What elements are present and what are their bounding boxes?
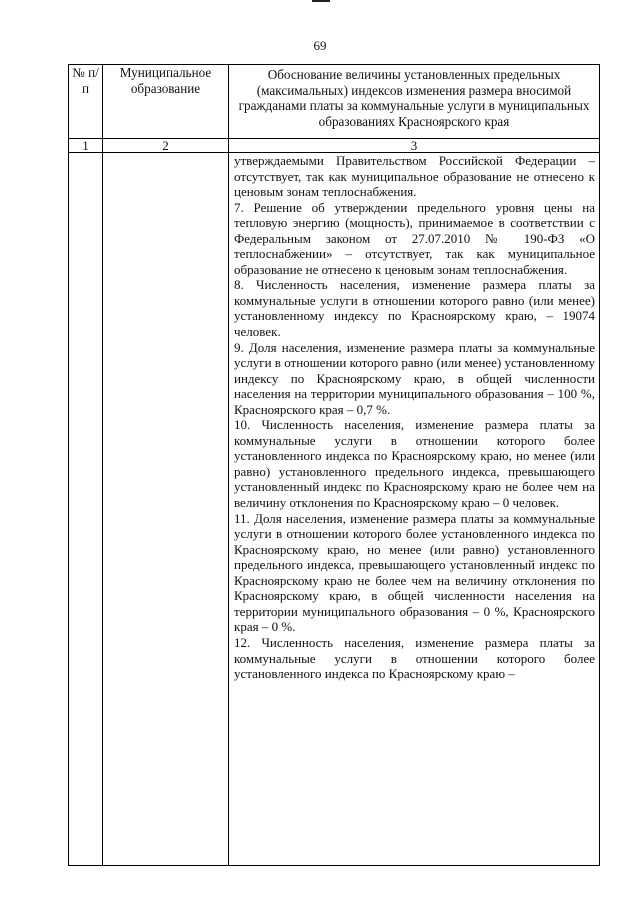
cell-number <box>69 153 103 866</box>
paragraph: 12. Численность населения, изменение размера платы за коммунальные услуги в отношении которого более установленного индекса по Красноярскому краю – <box>234 634 595 682</box>
page-number: 69 <box>313 38 327 53</box>
header-municipality: Муниципальное образование <box>103 65 229 139</box>
paragraph: 9. Доля населения, изменение размера платы за коммунальные услуги в отношении которого равно (или менее) установленному индексу по Красноярскому краю, в общей численности населения на территории муниципального образования – 100 %, Красноярского края – 0,7 %. <box>234 339 595 417</box>
column-number: 3 <box>229 139 600 153</box>
header-justification: Обоснование величины установленных предельных (максимальных) индексов изменения размера вносимой гражданами платы за коммунальные услуги в муниципальных образованиях Красноярского края <box>229 65 600 139</box>
top-edge-mark <box>312 0 330 2</box>
paragraph: 11. Доля населения, изменение размера платы за коммунальные услуги в отношении которого более установленного индекса по Красноярскому краю, но менее (или равно) установленного предельного индекса, превышающего установленный индекс по Красноярскому краю не более чем на величину отклонения по Красноярскому краю, в общей численности населения на территории муниципального образования – 0 %, Красноярского края – 0 %. <box>234 510 595 635</box>
paragraph: утверждаемыми Правительством Российской Федерации – отсутствует, так как муниципальное образование не отнесено к ценовым зонам теплоснабжения. <box>234 153 595 200</box>
cell-municipality <box>103 153 229 866</box>
justification-table <box>68 64 600 866</box>
column-number: 1 <box>69 139 103 153</box>
paragraph: 8. Численность населения, изменение размера платы за коммунальные услуги в отношении которого равно (или менее) установленному индексу по Красноярскому краю, – 19074 человек. <box>234 277 595 340</box>
column-number-row <box>69 139 600 153</box>
cell-justification <box>229 153 600 866</box>
table-header-row <box>69 65 600 139</box>
header-number: № п/п <box>69 65 103 139</box>
justification-text <box>229 153 599 865</box>
paragraph: 7. Решение об утверждении предельного уровня цены на тепловую энергию (мощность), принимаемое в соответствии с Федеральным законом от 27.07.2010 № 190-ФЗ «О теплоснабжении» – отсутствует, так как муниципальное образование не отнесено к ценовым зонам теплоснабжения. <box>234 199 595 277</box>
paragraph: 10. Численность населения, изменение размера платы за коммунальные услуги в отношении которого более установленного индекса по Красноярскому краю, но менее (или равно) установленного предельного индекса, превышающего установленный индекс по Красноярскому краю не более чем на величину отклонения по Красноярскому краю – 0 человек. <box>234 417 595 511</box>
column-number: 2 <box>103 139 229 153</box>
table-body-row <box>69 153 600 866</box>
